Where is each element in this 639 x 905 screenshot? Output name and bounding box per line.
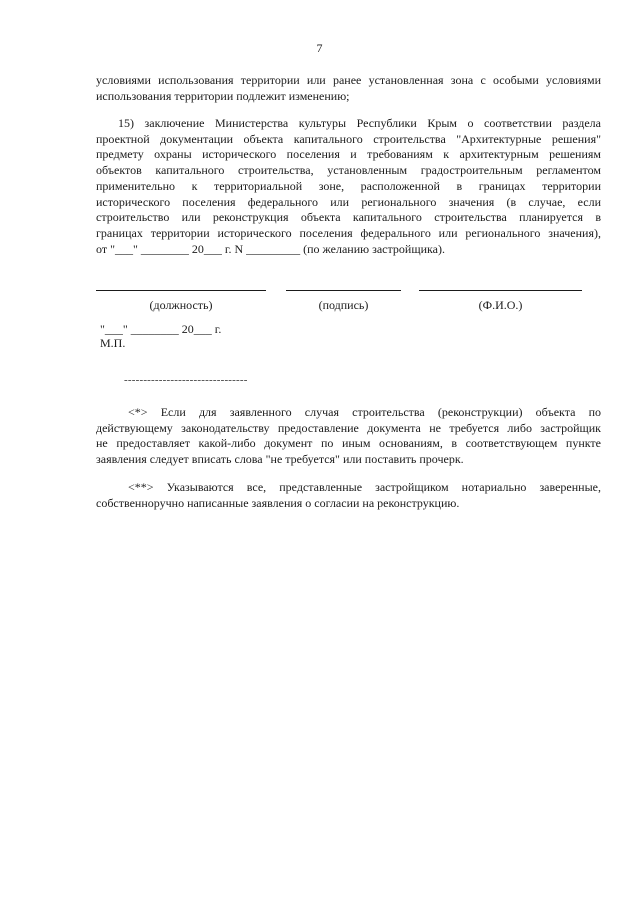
text-line: исторического поселения федерального или регионального значения (в случае, если [96, 194, 601, 209]
signature-line [286, 290, 401, 291]
text-line: не предоставляет какой-либо документ по иным основаниям, в соответствующем пункте [96, 436, 601, 451]
paragraph-continuation [96, 73, 601, 104]
position-signature-line [96, 290, 266, 291]
text-line: собственноручно написанные заявления о согласии на реконструкцию. [96, 495, 460, 510]
footnote-2 [96, 480, 601, 511]
page-number: 7 [316, 41, 323, 55]
signature-date-line: "___" ________ 20___ г. [100, 322, 222, 336]
text-line: строительство или реконструкция объекта капитального строительства планируется в [96, 210, 601, 225]
text-line: границах территории исторического поселения федерального или регионального значения), [96, 225, 601, 240]
name-signature-line [419, 290, 582, 291]
stamp-label: М.П. [100, 336, 126, 350]
text-line: действующему законодательству предоставление документа не требуется либо застройщик [96, 420, 601, 435]
text-line: предмету охраны исторического поселения и требованиям к архитектурным решениям [96, 147, 601, 162]
text-line: проектной документации объекта капитального строительства "Архитектурные решения" [96, 131, 601, 146]
text-line: 15) заключение Министерства культуры Республики Крым о соответствии раздела [118, 116, 601, 130]
text-line: условиями использования территории или ранее установленная зона с особыми условиями [96, 73, 601, 87]
text-line: <*> Если для заявленного случая строительства (реконструкции) объекта по [128, 405, 601, 419]
signature-block [96, 282, 601, 322]
position-caption: (должность) [149, 298, 213, 312]
text-line: применительно к территориальной зоне, расположенной в границах территории [96, 178, 601, 193]
name-caption: (Ф.И.О.) [478, 298, 523, 312]
footnote-1 [96, 405, 601, 468]
footnote-divider: -------------------------------- [124, 374, 248, 386]
paragraph-item-15 [96, 116, 601, 257]
signature-caption: (подпись) [318, 298, 369, 312]
text-line: <**> Указываются все, представленные застройщиком нотариально заверенные, [128, 480, 601, 494]
text-line: заявления следует вписать слова "не требуется" или поставить прочерк. [96, 452, 464, 467]
text-line: использования территории подлежит изменению; [96, 88, 350, 103]
text-line: от "___" ________ 20___ г. N _________ (по желанию застройщика). [96, 241, 445, 256]
text-line: объектов капитального строительства, установленным градостроительным регламентом [96, 163, 601, 178]
